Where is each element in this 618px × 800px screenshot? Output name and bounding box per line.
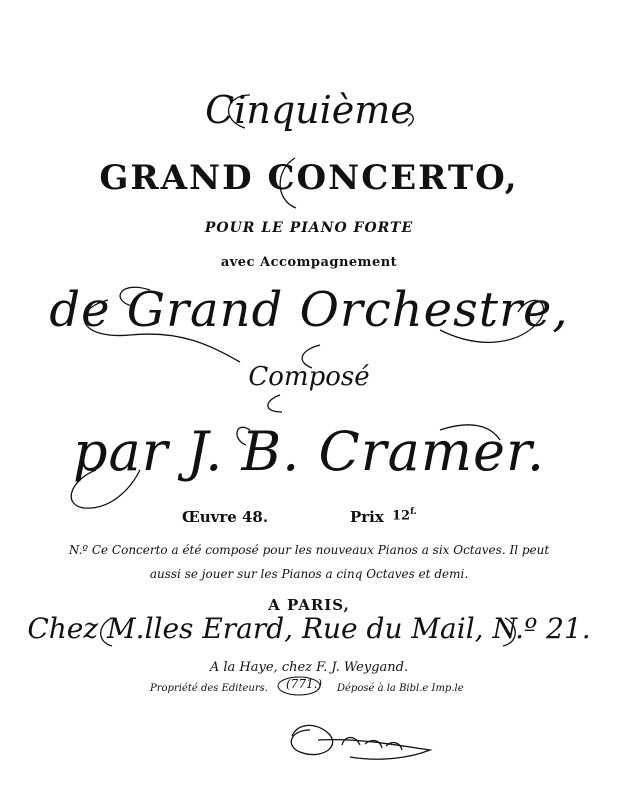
title-line-grand-orchestre: de Grand Orchestre, xyxy=(49,282,569,338)
price-label: Prix xyxy=(350,508,384,526)
imprint-row xyxy=(0,675,618,705)
composer-name: par J. B. Cramer. xyxy=(72,420,546,483)
opus-number: Œuvre 48. xyxy=(182,508,269,526)
title-line-pour-le-piano: POUR LE PIANO FORTE xyxy=(204,220,414,236)
title-line-cinquieme: Cinquième xyxy=(205,88,413,132)
price-amount: 12 xyxy=(392,508,411,524)
note-line-1: N.º Ce Concerto a été composé pour les nouveaux Pianos a six Octaves. Il peut xyxy=(68,543,550,557)
opus-price-row xyxy=(0,508,618,532)
property-notice: Propriété des Editeurs. xyxy=(150,683,268,694)
publisher-line: Chez M.lles Erard, Rue du Mail, N.º 21. xyxy=(27,612,591,645)
title-line-grand-concerto: GRAND CONCERTO, xyxy=(99,158,519,198)
deposit-notice: Déposé à la Bibl.e Imp.le xyxy=(337,683,464,694)
price-unit: f. xyxy=(410,507,417,517)
plate-number: (771.) xyxy=(286,677,323,691)
price-value xyxy=(392,507,417,523)
city-line: A PARIS, xyxy=(268,596,350,614)
note-line-2: aussi se jouer sur les Pianos a cinq Octaves et demi. xyxy=(149,567,469,581)
title-line-avec: avec Accompagnement xyxy=(220,255,398,270)
title-line-compose: Composé xyxy=(248,362,370,392)
also-available-line: A la Haye, chez F. J. Weygand. xyxy=(209,660,409,675)
